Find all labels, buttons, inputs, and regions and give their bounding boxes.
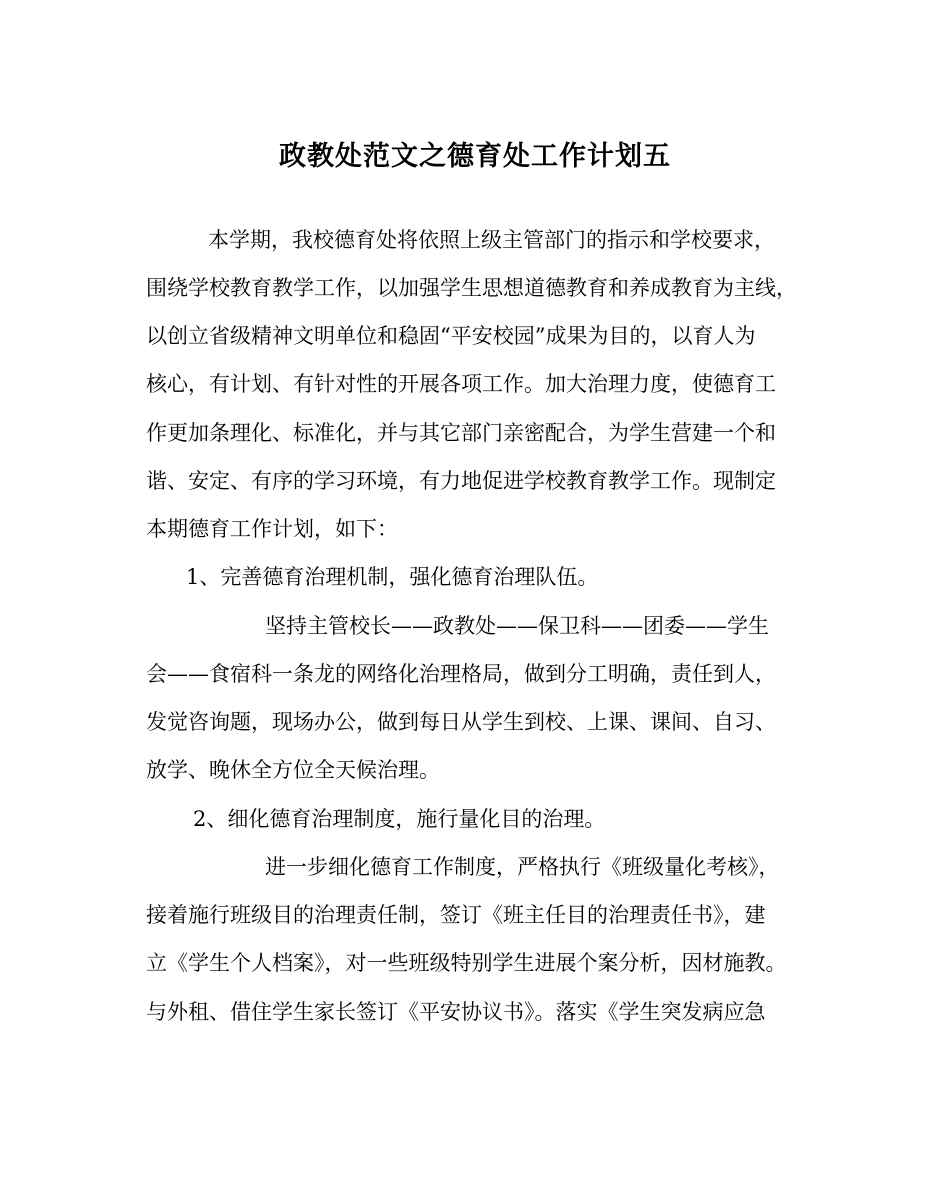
paragraph-line: 进一步细化德育工作制度，严格执行《班级量化考核》， (265, 855, 780, 879)
document-title: 政教处范文之德育处工作计划五 (279, 141, 671, 172)
paragraph-line: 本期德育工作计划，如下： (146, 517, 398, 541)
paragraph-line: 以创立省级精神文明单位和稳固“平安校园”成果为目的，以育人为 (146, 324, 756, 348)
paragraph-line: 发觉咨询题，现场办公，做到每日从学生到校、上课、课间、自习、 (146, 710, 776, 734)
paragraph-line: 围绕学校教育教学工作，以加强学生思想道德教育和养成教育为主线， (146, 276, 797, 300)
paragraph-line: 会——食宿科一条龙的网络化治理格局，做到分工明确，责任到人， (146, 662, 776, 686)
paragraph-line: 本学期，我校德育处将依照上级主管部门的指示和学校要求， (208, 228, 775, 252)
paragraph-line: 核心，有计划、有针对性的开展各项工作。加大治理力度，使德育工 (146, 372, 776, 396)
paragraph-line: 立《学生个人档案》，对一些班级特别学生进展个案分析，因材施教。 (146, 951, 787, 975)
paragraph-line: 作更加条理化、标准化，并与其它部门亲密配合，为学生营建一个和 (146, 421, 776, 445)
paragraph-line: 与外租、借住学生家长签订《平安协议书》。落实《学生突发病应急 (146, 1000, 766, 1024)
paragraph-line: 谐、安定、有序的学习环境，有力地促进学校教育教学工作。现制定 (146, 469, 776, 493)
paragraph-line: 放学、晚休全方位全天候治理。 (146, 758, 440, 782)
paragraph-line: 坚持主管校长——政教处——保卫科——团委——学生 (265, 614, 769, 638)
section-heading: 2、细化德育治理制度，施行量化目的治理。 (193, 807, 606, 831)
paragraph-line: 接着施行班级目的治理责任制，签订《班主任目的治理责任书》，建 (146, 903, 766, 927)
section-heading: 1、完善德育治理机制，强化德育治理队伍。 (186, 565, 599, 589)
